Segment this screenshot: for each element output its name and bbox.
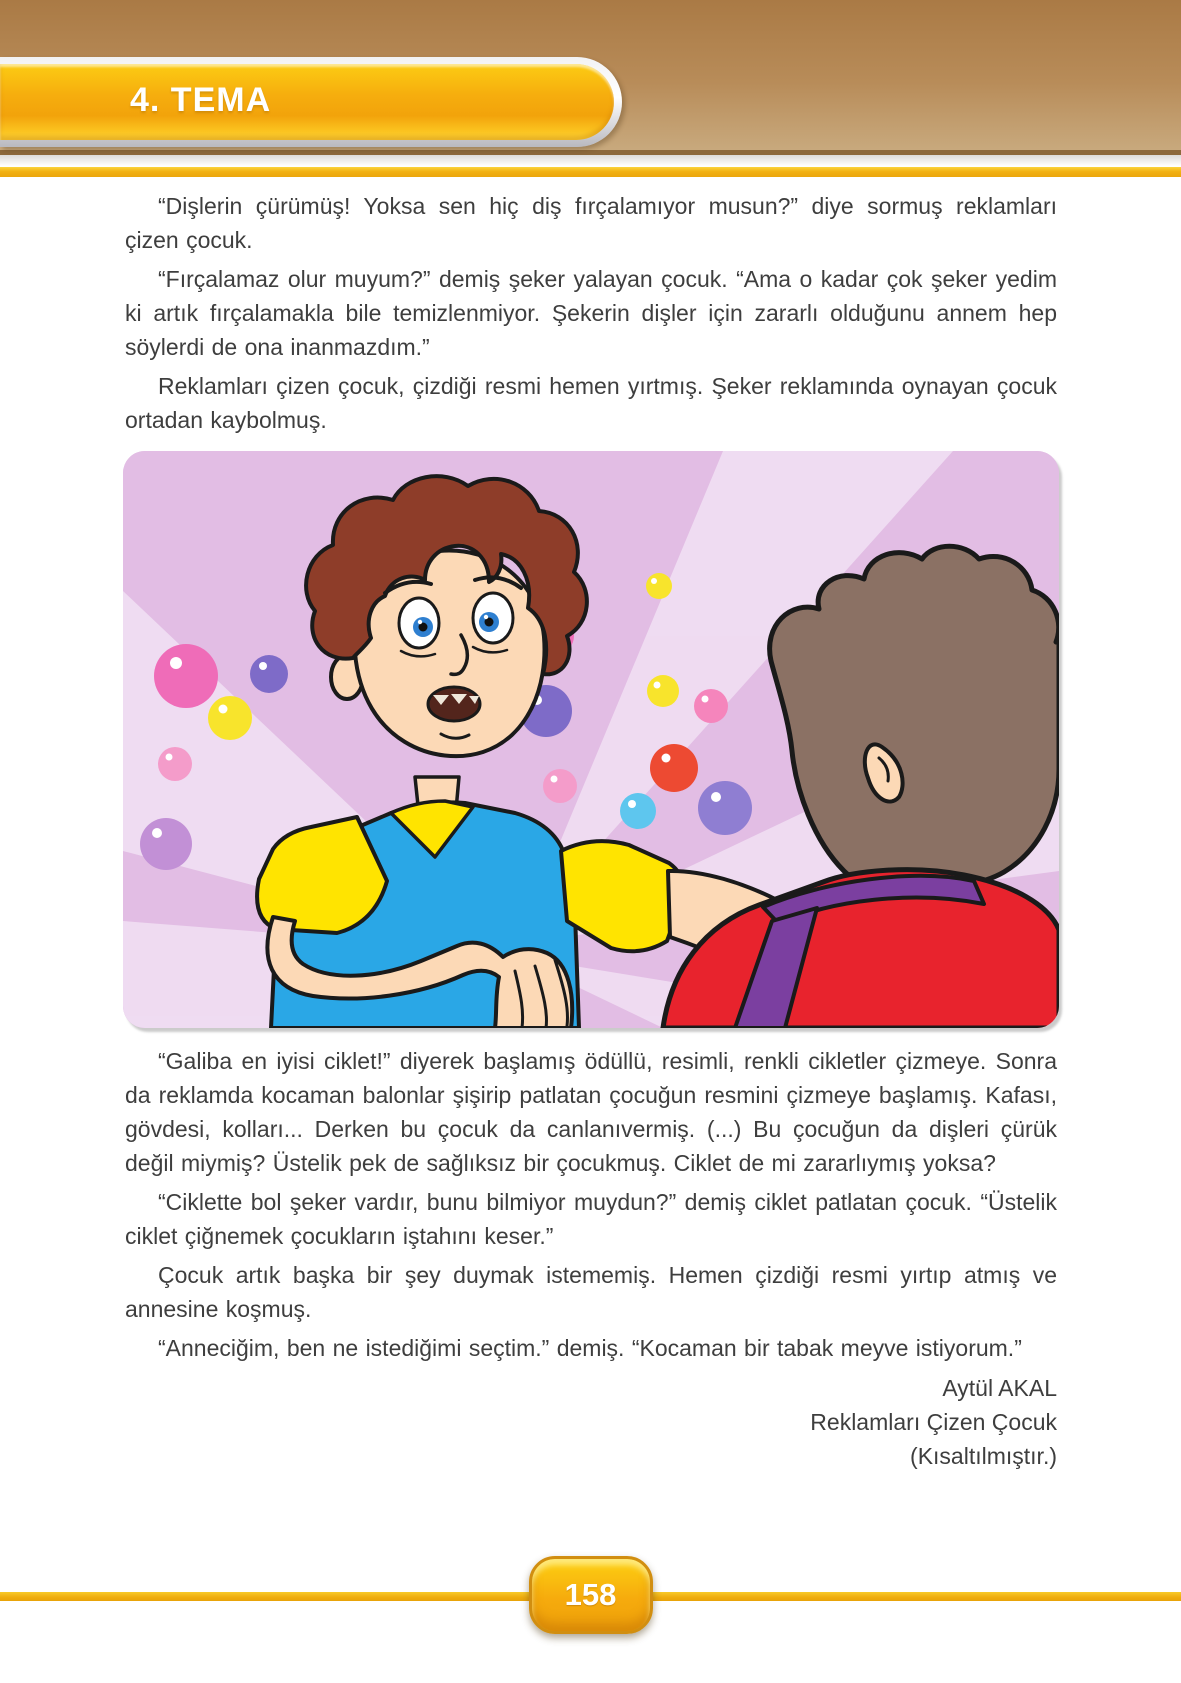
bubble-purple bbox=[698, 781, 752, 835]
bubble-yellow bbox=[208, 696, 252, 740]
story-paragraph: Reklamları çizen çocuk, çizdiği resmi hemen yırtmış. Şeker reklamında oynayan çocuk ortadan kaybolmuş. bbox=[125, 373, 1057, 433]
header-gap bbox=[0, 155, 1181, 167]
attribution-work: Reklamları Çizen Çocuk bbox=[810, 1409, 1057, 1435]
story-paragraph: “Galiba en iyisi ciklet!” diyerek başlamış ödüllü, resimli, renkli cikletler çizmeye. Sonra da reklamda kocaman balonlar şişirip patlatan çocuğun resmini çizmeye başlamış. Kafası, gövdesi, kolları... Derken bu çocuk da canlanıvermiş. (...) Bu çocuğun da dişleri çürük değil miymiş? Üstelik pek de sağlıksız bir çocukmuş. Ciklet de mi zararlıymış yoksa? bbox=[125, 1048, 1057, 1176]
story-paragraph: “Anneciğim, ben ne istediğimi seçtim.” demiş. “Kocaman bir tabak meyve istiyorum.” bbox=[158, 1335, 1022, 1361]
page-number-badge bbox=[529, 1556, 653, 1634]
story-text bbox=[0, 177, 1181, 1473]
bubble-pink bbox=[694, 689, 728, 723]
header-band bbox=[0, 0, 1181, 150]
attribution-note: (Kısaltılmıştır.) bbox=[910, 1443, 1057, 1469]
story-paragraph: “Dişlerin çürümüş! Yoksa sen hiç diş fırçalamıyor musun?” diye sormuş reklamları çizen çocuk. bbox=[125, 193, 1057, 253]
story-paragraph: “Fırçalamaz olur muyum?” demiş şeker yalayan çocuk. “Ama o kadar çok şeker yedim ki artık fırçalamakla bile temizlenmiyor. Şekerin dişler için zararlı olduğunu annem hep söylerdi de ona inanmazdım.” bbox=[125, 266, 1057, 360]
story-illustration-svg bbox=[123, 451, 1059, 1028]
bubble-lavender bbox=[140, 818, 192, 870]
page-number: 158 bbox=[564, 1577, 617, 1612]
tema-banner bbox=[0, 57, 622, 147]
bubble-blue bbox=[620, 793, 656, 829]
story-illustration bbox=[123, 451, 1059, 1028]
bubble-yellow bbox=[646, 573, 672, 599]
tema-banner-fill bbox=[0, 64, 614, 140]
attribution bbox=[125, 1371, 1057, 1473]
bubble-red bbox=[650, 744, 698, 792]
bubble-yellow bbox=[647, 675, 679, 707]
bubble-pink bbox=[158, 747, 192, 781]
bubble-pink bbox=[154, 644, 218, 708]
gold-divider bbox=[0, 167, 1181, 177]
attribution-author: Aytül AKAL bbox=[942, 1375, 1057, 1401]
bubble-pink bbox=[543, 769, 577, 803]
story-paragraph: Çocuk artık başka bir şey duymak istememiş. Hemen çizdiği resmi yırtıp atmış ve annesine koşmuş. bbox=[125, 1262, 1057, 1322]
bubble-purple bbox=[250, 655, 288, 693]
story-paragraph: “Ciklette bol şeker vardır, bunu bilmiyor muydun?” demiş ciklet patlatan çocuk. “Üstelik ciklet çiğnemek çocukların iştahını keser.” bbox=[125, 1189, 1057, 1249]
tema-label: 4. TEMA bbox=[130, 80, 272, 119]
